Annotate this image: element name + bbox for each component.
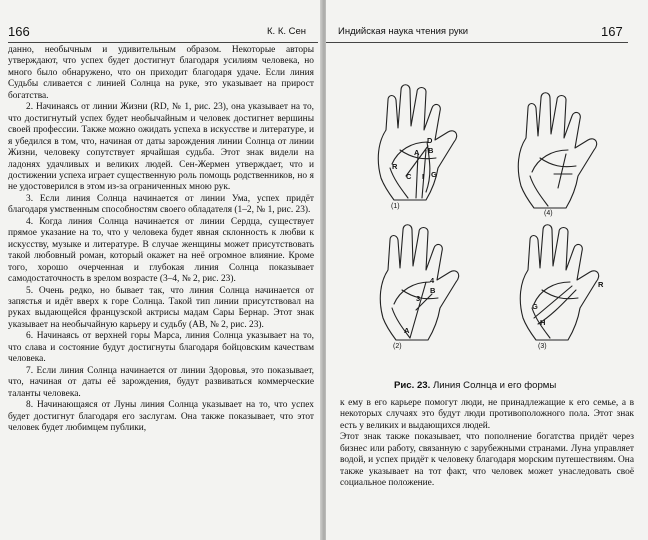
paragraph: 5. Очень редко, но бывает так, что линия Солнца начинается от запястья и идёт вверх к горе Солнца. Такой тип линии присутствовал на руках выдающейся французской актрисы мадам Сары Бернар. Этот знак указывает на необычайную карьеру и судьбу (АВ, № 2, рис. 23). bbox=[8, 285, 314, 330]
left-body-text bbox=[8, 45, 314, 434]
left-page-header bbox=[0, 24, 322, 40]
right-page-number: 167 bbox=[601, 24, 623, 39]
paragraph: 2. Начинаясь от линии Жизни (RD, № 1, рис. 23), она указывает на то, что достигнутый успех будет необычайным и человек достигнет вершины своей профессии. Также можно ожидать успеха в искусстве и литературе, и я убедился в том, что, начиная от даты зарождения линии Солнца от линии Жизни, человеку сопутствует ярчайшая судьба. Этот знак видели на ладонях удачливых и великих людей. Сен-Жермен утверждает, что и достижении успеха играет существенную роль помощь родственников, но я не удостоверился в этом из-за ограниченных мною рук. bbox=[8, 102, 314, 193]
paragraph: 6. Начинаясь от верхней горы Марса, линия Солнца указывает на то, что слава и состояние будут достигнуты благодаря бойцовским качествам человека. bbox=[8, 331, 314, 365]
hand-3-letter: H bbox=[540, 318, 546, 327]
hand-3-letter: G bbox=[532, 302, 538, 311]
hand-1-letter: R bbox=[392, 162, 398, 171]
right-body-text bbox=[340, 398, 634, 490]
header-rule bbox=[8, 42, 318, 43]
header-rule bbox=[326, 42, 628, 43]
paragraph: к ему в его карьере помогут люди, не принадлежащие к его семье, а в некоторых случаях это будут люди противоположного пола. Этот знак есть у великих и выдающихся людей. bbox=[340, 398, 634, 431]
hand-2-label: (2) bbox=[393, 343, 402, 350]
caption-label: Рис. 23. bbox=[394, 380, 431, 391]
right-page-header bbox=[326, 24, 648, 40]
paragraph: 8. Начинающаяся от Луны линия Солнца указывает на то, что успех будет достигнут благодаря его заслугам. Она также показывает, что этот человек будет любимцем публики, bbox=[8, 400, 314, 433]
hand-1-letter: G bbox=[431, 170, 437, 179]
left-running-title: К. К. Сен bbox=[267, 26, 307, 37]
hand-3-letter: R bbox=[598, 280, 604, 289]
caption-text: Линия Солнца и его формы bbox=[430, 380, 557, 391]
hand-4-drawing bbox=[518, 93, 596, 208]
hand-2-drawing bbox=[380, 225, 458, 340]
palm-figure bbox=[346, 80, 636, 370]
paragraph: 3. Если линия Солнца начинается от линии Ума, успех придёт благодаря умственным способностям своего обладателя (1–2, № 1, рис. 23). bbox=[8, 193, 314, 216]
hand-2-letter: B bbox=[430, 286, 436, 295]
right-running-title: Индийская наука чтения руки bbox=[338, 26, 469, 37]
hand-2-letter: 3 bbox=[416, 294, 421, 303]
hand-1-drawing bbox=[378, 85, 456, 200]
hand-2-letter: A bbox=[404, 326, 410, 335]
hand-1-letter: C bbox=[406, 172, 412, 181]
left-page bbox=[0, 0, 322, 540]
left-page-number: 166 bbox=[8, 24, 30, 39]
hand-1-letter: I bbox=[422, 172, 425, 181]
figure-caption bbox=[394, 380, 556, 391]
paragraph: 4. Когда линия Солнца начинается от линии Сердца, существует прямое указание на то, что у человека будет явная склонность к любви к искусству, музыке и литературе. В случае женщины может присутствовать такой любовный роман, который окажет на неё огромное влияние. Кроме того, хорошо очерченная и глубокая линия Солнца показывает самодостаточность в зрелом возрасте (3–4, № 2, рис. 23). bbox=[8, 216, 314, 285]
hand-1-letter: D bbox=[427, 136, 433, 145]
right-page bbox=[326, 0, 648, 540]
hand-4-label: (4) bbox=[544, 210, 553, 217]
paragraph: 7. Если линия Солнца начинается от линии Здоровья, это показывает, что, начиная от даты её зарождения, будут развиваться коммерческие таланты человека. bbox=[8, 365, 314, 399]
hand-1-label: (1) bbox=[391, 203, 400, 210]
paragraph: Этот знак также показывает, что пополнение богатства придёт через бизнес или работу, связанную с зарубежными странами. Луна управляет водой, и успех придёт к человеку благодаря морским путешествиям. Она также указывает на тот факт, что человек может унаследовать своё социальное положение. bbox=[340, 432, 634, 489]
hand-1-letter: A bbox=[414, 148, 420, 157]
hand-1-letter: B bbox=[428, 146, 434, 155]
hand-2-letter: 4 bbox=[430, 276, 435, 285]
hand-3-drawing bbox=[520, 225, 598, 340]
hand-3-label: (3) bbox=[538, 343, 547, 350]
palm-drawings bbox=[346, 80, 636, 370]
paragraph: данно, необычным и удивительным образом. Некоторые авторы утверждают, что успех будет достигнут благодаря усилиям человека, но много было обнаружено, что он приходит благодаря удаче. Если линия Судьбы сливается с линией Солнца на руке, это указывает на прирост богатства. bbox=[8, 45, 314, 101]
